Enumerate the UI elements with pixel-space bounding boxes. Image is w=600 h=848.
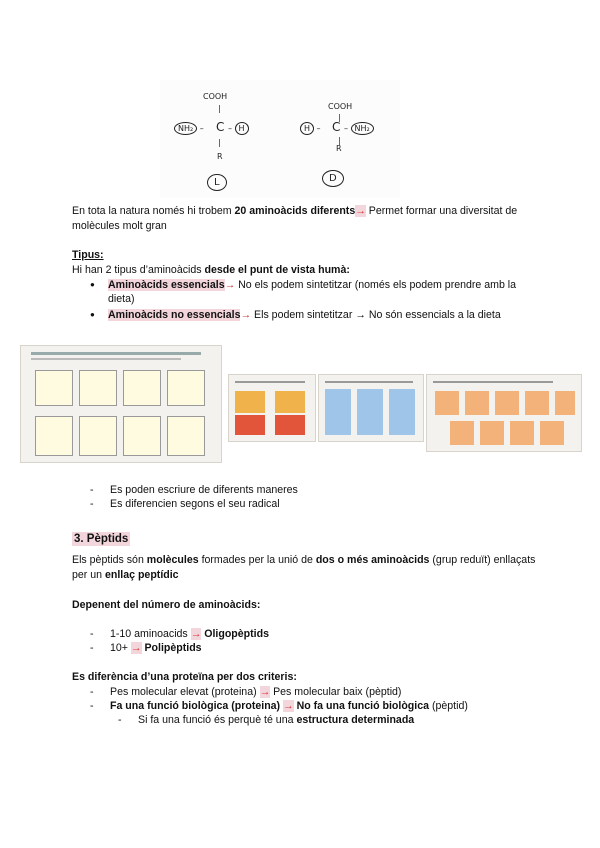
list-item: - Es poden escriure de diferents maneres [88,483,298,497]
diagram-right-h: H [300,122,314,135]
amino-acids-sheet-photo-3 [318,374,424,442]
tipus-heading: Tipus: [72,249,104,261]
list-item: - Pes molecular elevat (proteina) → Pes molecular baix (pèptid) [88,685,558,699]
amino-acid-diagram: COOH | NH₂ – C – H | R L COOH | H – C – NH₂ | R D [160,80,400,198]
tipus-list [88,278,536,322]
list-item: - 1-10 aminoacids → Oligopèptids [88,627,269,641]
diagram-right-nh2: NH₂ [351,122,374,135]
diagram-left-r: R [217,152,223,161]
criteria-list [88,685,558,727]
diagram-left-c: C [216,120,225,134]
list-item: - Fa una funció biològica (proteina) → No fa una funció biològica (pèptid) [88,699,558,713]
diagram-left-h: H [235,122,249,135]
amino-acids-sheet-photo-1 [20,345,222,463]
amino-acids-sheet-photo-2 [228,374,316,442]
diagram-right-c: C [332,120,341,134]
notes-list [88,483,298,511]
diagram-right-r: R [336,144,342,153]
tipus-intro-line: Hi han 2 tipus d’aminoàcids desde el punt de vista humà: [72,264,350,276]
section-title: 3. Pèptids [74,533,129,545]
list-item: - Si fa una funció és perquè té una estructura determinada [116,713,558,727]
list-item: ● Aminoàcids essencials→ No els podem sintetitzar (només els podem prendre amb la dieta) [88,278,536,306]
peptids-paragraph: Els pèptids són molècules formades per la unió de dos o més aminoàcids (grup reduït) enllaçats per un enllaç peptídic [72,554,536,581]
subheading-criteris: Es diferència d’una proteïna per dos criteris: [72,671,297,683]
diagram-left-cooh: COOH [203,92,228,101]
diagram-left-nh2: NH₂ [174,122,197,135]
intro-paragraph: En tota la natura només hi trobem 20 aminoàcids diferents→ Permet formar una diversitat de molècules molt gran [72,205,518,232]
diagram-right-label: D [322,170,344,187]
diagram-left-label: L [207,174,227,191]
list-item: ● Aminoàcids no essencials→ Els podem sintetitzar → No són essencials a la dieta [88,308,536,322]
diagram-right-cooh: COOH [328,102,353,111]
subheading-aminoacids: Depenent del número de aminoàcids: [72,599,261,611]
peptide-types-list [88,627,269,655]
amino-acids-sheet-photo-4 [426,374,582,452]
list-item: - Es diferencien segons el seu radical [88,497,298,511]
list-item: - 10+ → Polipèptids [88,641,269,655]
